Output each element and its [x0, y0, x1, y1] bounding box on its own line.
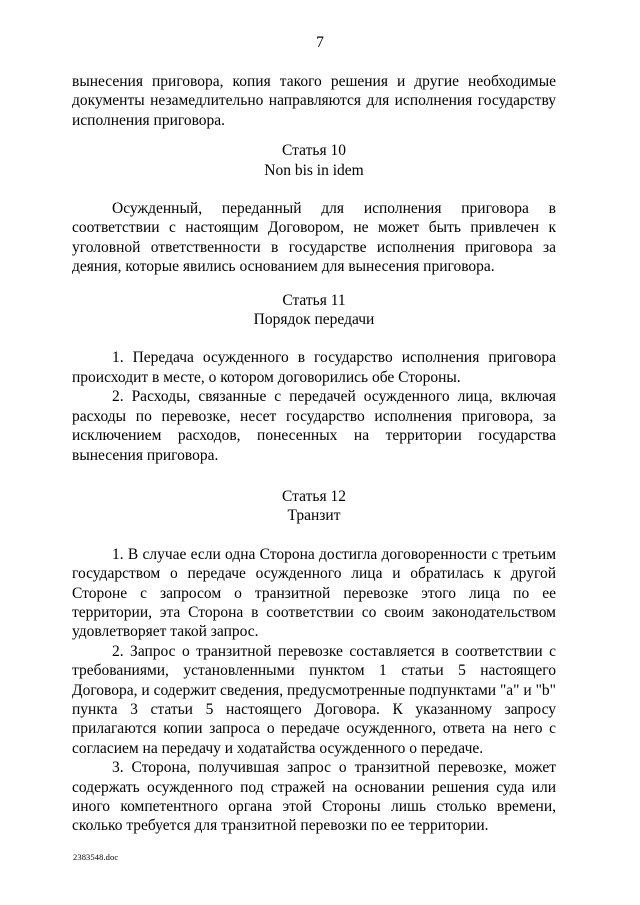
article-10-subtitle: Non bis in idem — [264, 161, 364, 179]
article-12-paragraph-2: 2. Запрос о транзитной перевозке составляется в соответствии с требованиями, установленными пунктом 1 статьи 5 настоящего Договора, и содержит сведения, предусмотренные подпунктами "а" и "b" пункта 3 статьи 5 настоящего Договора. К указанному запросу прилагаются копии запроса о передаче осужденного, ответа на него с согласием на передачу и ходатайства осужденного о передаче. — [72, 642, 556, 757]
intro-paragraph: вынесения приговора, копия такого решения и другие необходимые документы незамедлительно направляются для исполнения государству исполнения приговора. — [72, 73, 556, 129]
article-11-paragraph-2: 2. Расходы, связанные с передачей осужденного лица, включая расходы по перевозке, несет государство исполнения приговора, за исключением расходов, понесенных на территории государства вынесения приговора. — [72, 388, 556, 464]
page-number: 7 — [316, 34, 324, 51]
document-body — [72, 72, 556, 836]
article-12-title: Статья 12 — [282, 487, 346, 505]
article-10-title: Статья 10 — [282, 142, 346, 160]
footer-filename: 2383548.doc — [73, 852, 119, 862]
article-12-subtitle: Транзит — [287, 507, 341, 525]
article-11-paragraph-1: 1. Передача осужденного в государство исполнения приговора происходит в месте, о котором договорились обе Стороны. — [72, 349, 556, 386]
article-11-subtitle: Порядок передачи — [253, 311, 375, 329]
article-12-paragraph-1: 1. В случае если одна Сторона достигла договоренности с третьим государством о передаче осужденного лица и обратилась к другой Стороне с запросом о транзитной перевозке этого лица по ее территории, эта Сторона в соответствии со своим законодательством удовлетворяет такой запрос. — [72, 545, 556, 641]
article-12-paragraph-3: 3. Сторона, получившая запрос о транзитной перевозке, может содержать осужденного под стражей на основании решения суда или иного компетентного органа этой Стороны лишь столько времени, сколько требуется для транзитной перевозки по ее территории. — [72, 759, 556, 835]
article-11-title: Статья 11 — [282, 291, 346, 309]
article-10-paragraph: Осужденный, переданный для исполнения приговора в соответствии с настоящим Договором, не может быть привлечен к уголовной ответственности в государстве исполнения приговора за деяния, которые явились основанием для вынесения приговора. — [72, 200, 556, 276]
